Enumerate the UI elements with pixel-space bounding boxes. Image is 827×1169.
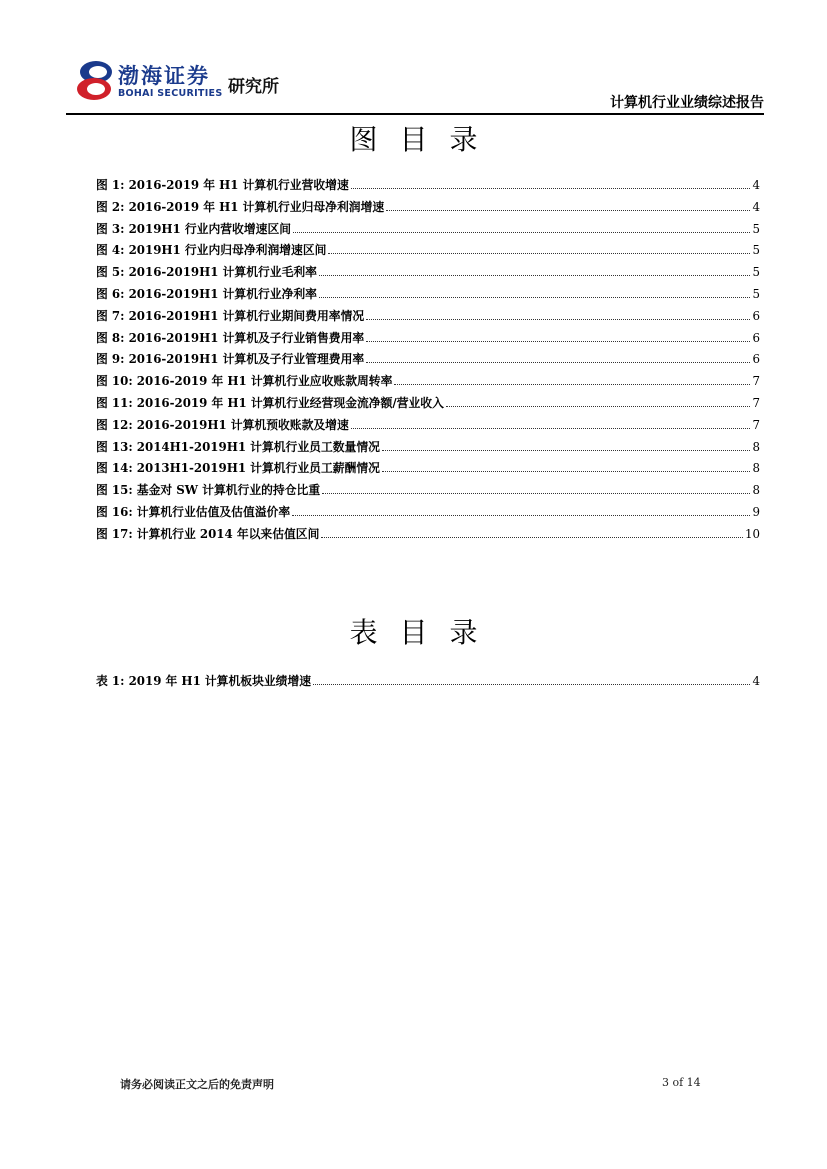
toc-entry-page[interactable]: 8 bbox=[752, 483, 760, 498]
toc-entry-page[interactable]: 5 bbox=[752, 221, 760, 236]
toc-entry[interactable] bbox=[96, 372, 760, 394]
toc-leader-dots bbox=[386, 210, 750, 211]
bohai-logo-icon bbox=[76, 58, 116, 102]
toc-leader-dots bbox=[292, 515, 750, 516]
logo-institute-label: 研究所 bbox=[228, 77, 279, 97]
footer-page-number: 3 of 14 bbox=[662, 1076, 701, 1089]
toc-entry-label[interactable]: 图 17: 计算机行业 2014 年以来估值区间 bbox=[96, 526, 320, 541]
toc-entry[interactable] bbox=[96, 481, 760, 503]
toc-entry[interactable] bbox=[96, 307, 760, 329]
toc-entry-label[interactable]: 图 8: 2016-2019H1 计算机及子行业销售费用率 bbox=[96, 330, 365, 345]
report-title: 计算机行业业绩综述报告 bbox=[610, 95, 764, 111]
toc-entry-label[interactable]: 图 2: 2016-2019 年 H1 计算机行业归母净利润增速 bbox=[96, 199, 385, 214]
toc-entry[interactable] bbox=[96, 198, 760, 220]
toc-entry-page[interactable]: 6 bbox=[752, 330, 760, 345]
toc-entry-page[interactable]: 8 bbox=[752, 461, 760, 476]
toc-entry-page[interactable]: 6 bbox=[752, 352, 760, 367]
toc-leader-dots bbox=[446, 406, 751, 407]
toc-entry-label[interactable]: 图 7: 2016-2019H1 计算机行业期间费用率情况 bbox=[96, 308, 365, 323]
toc-entry-page[interactable]: 4 bbox=[752, 674, 760, 688]
toc-entry-page[interactable]: 6 bbox=[752, 308, 760, 323]
toc-entry[interactable] bbox=[96, 329, 760, 351]
toc-entry-page[interactable]: 7 bbox=[752, 374, 760, 389]
tables-toc-list bbox=[96, 672, 760, 694]
logo-chinese-name: 渤海证券 bbox=[118, 64, 210, 88]
toc-leader-dots bbox=[319, 275, 751, 276]
toc-entry-page[interactable]: 9 bbox=[752, 504, 760, 519]
toc-entry-label[interactable]: 图 11: 2016-2019 年 H1 计算机行业经营现金流净额/营业收入 bbox=[96, 395, 444, 410]
footer-disclaimer: 请务必阅读正文之后的免责声明 bbox=[120, 1078, 274, 1091]
toc-entry-page[interactable]: 5 bbox=[752, 265, 760, 280]
toc-entry[interactable] bbox=[96, 672, 760, 694]
toc-leader-dots bbox=[321, 537, 743, 538]
toc-entry-label[interactable]: 图 3: 2019H1 行业内营收增速区间 bbox=[96, 221, 292, 236]
toc-leader-dots bbox=[394, 384, 750, 385]
figures-toc-title: 图目录 bbox=[349, 123, 500, 156]
tables-toc-title: 表目录 bbox=[349, 616, 500, 649]
toc-entry-label[interactable]: 表 1: 2019 年 H1 计算机板块业绩增速 bbox=[96, 674, 312, 688]
toc-entry-page[interactable]: 8 bbox=[752, 439, 760, 454]
toc-leader-dots bbox=[366, 341, 750, 342]
toc-entry[interactable] bbox=[96, 503, 760, 525]
toc-leader-dots bbox=[366, 319, 750, 320]
toc-entry-label[interactable]: 图 6: 2016-2019H1 计算机行业净利率 bbox=[96, 286, 317, 301]
toc-entry-label[interactable]: 图 9: 2016-2019H1 计算机及子行业管理费用率 bbox=[96, 352, 365, 367]
toc-leader-dots bbox=[328, 253, 750, 254]
toc-leader-dots bbox=[351, 428, 751, 429]
toc-entry-label[interactable]: 图 1: 2016-2019 年 H1 计算机行业营收增速 bbox=[96, 178, 349, 192]
toc-entry[interactable] bbox=[96, 459, 760, 481]
toc-entry[interactable] bbox=[96, 263, 760, 285]
toc-leader-dots bbox=[293, 232, 750, 233]
figures-toc-list bbox=[96, 176, 760, 547]
toc-entry[interactable] bbox=[96, 241, 760, 263]
toc-leader-dots bbox=[313, 684, 750, 685]
toc-entry-page[interactable]: 10 bbox=[744, 526, 760, 541]
toc-entry-label[interactable]: 图 14: 2013H1-2019H1 计算机行业员工薪酬情况 bbox=[96, 461, 380, 476]
toc-entry-page[interactable]: 7 bbox=[752, 395, 760, 410]
toc-entry[interactable] bbox=[96, 438, 760, 460]
toc-entry[interactable] bbox=[96, 350, 760, 372]
page-header bbox=[76, 58, 764, 114]
toc-entry[interactable] bbox=[96, 416, 760, 438]
toc-entry-label[interactable]: 图 13: 2014H1-2019H1 计算机行业员工数量情况 bbox=[96, 439, 380, 454]
toc-entry-page[interactable]: 4 bbox=[752, 178, 760, 192]
toc-entry-label[interactable]: 图 16: 计算机行业估值及估值溢价率 bbox=[96, 504, 291, 519]
toc-leader-dots bbox=[351, 188, 751, 189]
toc-entry-label[interactable]: 图 10: 2016-2019 年 H1 计算机行业应收账款周转率 bbox=[96, 374, 393, 389]
toc-entry[interactable] bbox=[96, 176, 760, 198]
toc-entry[interactable] bbox=[96, 285, 760, 307]
toc-leader-dots bbox=[322, 493, 750, 494]
toc-entry-page[interactable]: 7 bbox=[752, 417, 760, 432]
toc-entry-label[interactable]: 图 12: 2016-2019H1 计算机预收账款及增速 bbox=[96, 417, 349, 432]
toc-leader-dots bbox=[366, 362, 750, 363]
toc-entry-page[interactable]: 4 bbox=[752, 199, 760, 214]
toc-entry-label[interactable]: 图 15: 基金对 SW 计算机行业的持仓比重 bbox=[96, 483, 321, 498]
toc-entry-page[interactable]: 5 bbox=[752, 286, 760, 301]
toc-entry[interactable] bbox=[96, 525, 760, 547]
logo-english-name: BOHAI SECURITIES bbox=[118, 88, 223, 99]
header-divider bbox=[66, 113, 764, 115]
toc-leader-dots bbox=[319, 297, 751, 298]
toc-entry-label[interactable]: 图 4: 2019H1 行业内归母净利润增速区间 bbox=[96, 243, 327, 258]
toc-leader-dots bbox=[382, 450, 751, 451]
toc-entry[interactable] bbox=[96, 394, 760, 416]
toc-entry-page[interactable]: 5 bbox=[752, 243, 760, 258]
toc-entry[interactable] bbox=[96, 220, 760, 242]
toc-entry-label[interactable]: 图 5: 2016-2019H1 计算机行业毛利率 bbox=[96, 265, 317, 280]
toc-leader-dots bbox=[382, 471, 751, 472]
